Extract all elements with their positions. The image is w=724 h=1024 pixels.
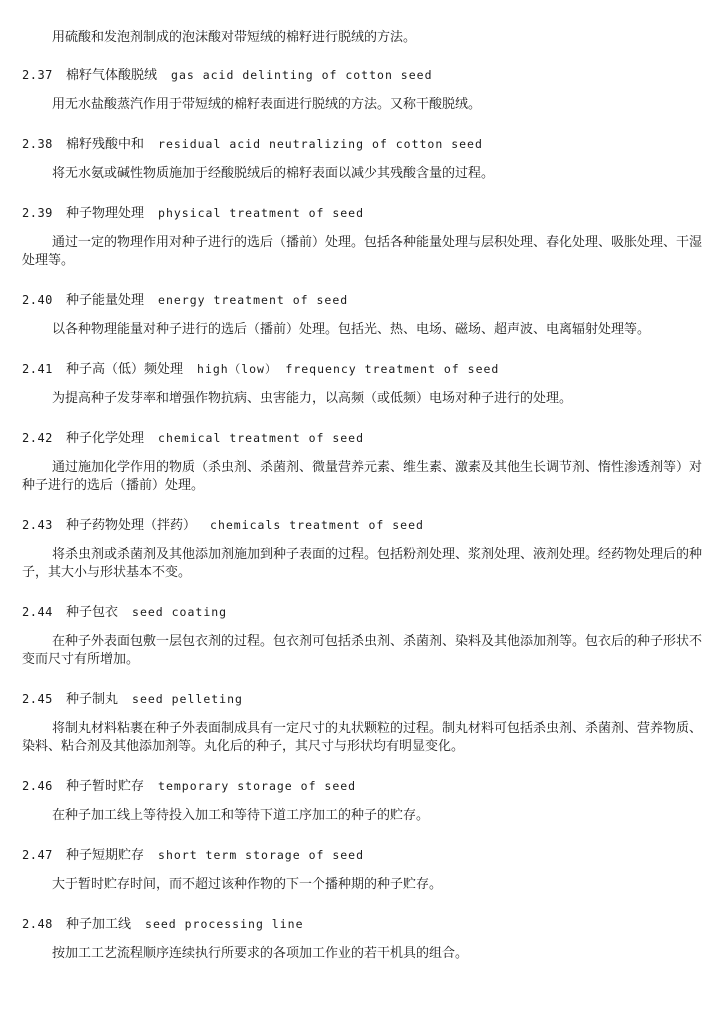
term-heading xyxy=(22,516,702,535)
term-entry-2-38 xyxy=(22,135,702,183)
term-chinese: 种子化学处理 xyxy=(66,431,145,446)
term-chinese: 种子能量处理 xyxy=(66,293,145,308)
term-definition: 按加工工艺流程顺序连续执行所要求的各项加工作业的若干机具的组合。 xyxy=(52,946,469,961)
term-entry-2-39 xyxy=(22,204,702,270)
term-heading xyxy=(22,135,702,154)
term-number: 2.45 xyxy=(22,692,53,706)
term-heading xyxy=(22,603,702,622)
term-chinese: 种子加工线 xyxy=(66,917,132,932)
term-definition: 为提高种子发芽率和增强作物抗病、虫害能力，以高频（或低频）电场对种子进行的处理。 xyxy=(52,391,573,406)
term-number: 2.44 xyxy=(22,605,53,619)
term-number: 2.42 xyxy=(22,431,53,445)
term-entry-2-42 xyxy=(22,429,702,495)
term-english: gas acid delinting of cotton seed xyxy=(171,68,433,82)
term-definition: 用无水盐酸蒸汽作用于带短绒的棉籽表面进行脱绒的方法。又称干酸脱绒。 xyxy=(52,97,482,112)
term-english: temporary storage of seed xyxy=(158,779,357,793)
term-number: 2.46 xyxy=(22,779,53,793)
term-number: 2.43 xyxy=(22,518,53,532)
intro-paragraph: 用硫酸和发泡剂制成的泡沫酸对带短绒的棉籽进行脱绒的方法。 xyxy=(52,30,417,45)
term-english: seed coating xyxy=(132,605,228,619)
term-chinese: 棉籽残酸中和 xyxy=(66,137,145,152)
term-entry-2-40 xyxy=(22,291,702,339)
term-heading xyxy=(22,291,702,310)
term-entry-2-46 xyxy=(22,777,702,825)
term-entry-2-37 xyxy=(22,66,702,114)
term-number: 2.41 xyxy=(22,362,53,376)
term-heading xyxy=(22,846,702,865)
term-definition: 在种子外表面包敷一层包衣剂的过程。包衣剂可包括杀虫剂、杀菌剂、染料及其他添加剂等。包衣后的种子形状不变而尺寸有所增加。 xyxy=(22,634,703,667)
term-number: 2.39 xyxy=(22,206,53,220)
term-definition: 在种子加工线上等待投入加工和等待下道工序加工的种子的贮存。 xyxy=(52,808,430,823)
term-definition: 大于暂时贮存时间，而不超过该种作物的下一个播种期的种子贮存。 xyxy=(52,877,443,892)
term-heading xyxy=(22,777,702,796)
term-chinese: 种子包衣 xyxy=(66,605,119,620)
term-entry-2-41 xyxy=(22,360,702,408)
term-number: 2.38 xyxy=(22,137,53,151)
term-heading xyxy=(22,690,702,709)
term-heading xyxy=(22,66,702,85)
term-definition: 通过施加化学作用的物质（杀虫剂、杀菌剂、微量营养元素、维生素、激素及其他生长调节剂、惰性渗透剂等）对种子进行的选后（播前）处理。 xyxy=(22,460,703,493)
term-number: 2.37 xyxy=(22,68,53,82)
term-chinese: 种子药物处理（拌药） xyxy=(66,518,197,533)
term-chinese: 种子制丸 xyxy=(66,692,119,707)
term-entry-2-45 xyxy=(22,690,702,756)
term-english: short term storage of seed xyxy=(158,848,365,862)
term-definition: 通过一定的物理作用对种子进行的选后（播前）处理。包括各种能量处理与层积处理、春化处理、吸胀处理、干湿处理等。 xyxy=(22,235,703,268)
term-definition: 将制丸材料粘裹在种子外表面制成具有一定尺寸的丸状颗粒的过程。制丸材料可包括杀虫剂、杀菌剂、营养物质、染料、粘合剂及其他添加剂等。丸化后的种子，其尺寸与形状均有明显变化。 xyxy=(22,721,703,754)
term-chinese: 种子物理处理 xyxy=(66,206,145,221)
term-english: chemical treatment of seed xyxy=(158,431,365,445)
term-english: seed processing line xyxy=(145,917,304,931)
term-chinese: 种子短期贮存 xyxy=(66,848,145,863)
term-chinese: 种子暂时贮存 xyxy=(66,779,145,794)
term-heading xyxy=(22,915,702,934)
term-entry-2-43 xyxy=(22,516,702,582)
term-english: seed pelleting xyxy=(132,692,243,706)
term-number: 2.47 xyxy=(22,848,53,862)
term-english: residual acid neutralizing of cotton seed xyxy=(158,137,483,151)
term-entry-2-44 xyxy=(22,603,702,669)
term-definition: 将杀虫剂或杀菌剂及其他添加剂施加到种子表面的过程。包括粉剂处理、浆剂处理、液剂处理。经药物处理后的种子，其大小与形状基本不变。 xyxy=(22,547,703,580)
term-chinese: 棉籽气体酸脱绒 xyxy=(66,68,158,83)
term-number: 2.48 xyxy=(22,917,53,931)
term-chinese: 种子高（低）频处理 xyxy=(66,362,184,377)
term-entry-2-47 xyxy=(22,846,702,894)
term-english: high（low） frequency treatment of seed xyxy=(197,362,500,376)
term-english: chemicals treatment of seed xyxy=(210,518,424,532)
term-heading xyxy=(22,429,702,448)
term-definition: 将无水氨或碱性物质施加于经酸脱绒后的棉籽表面以减少其残酸含量的过程。 xyxy=(52,166,495,181)
term-heading xyxy=(22,360,702,379)
term-english: physical treatment of seed xyxy=(158,206,365,220)
term-entry-2-48 xyxy=(22,915,702,963)
term-number: 2.40 xyxy=(22,293,53,307)
term-english: energy treatment of seed xyxy=(158,293,349,307)
term-heading xyxy=(22,204,702,223)
term-definition: 以各种物理能量对种子进行的选后（播前）处理。包括光、热、电场、磁场、超声波、电离辐射处理等。 xyxy=(52,322,651,337)
